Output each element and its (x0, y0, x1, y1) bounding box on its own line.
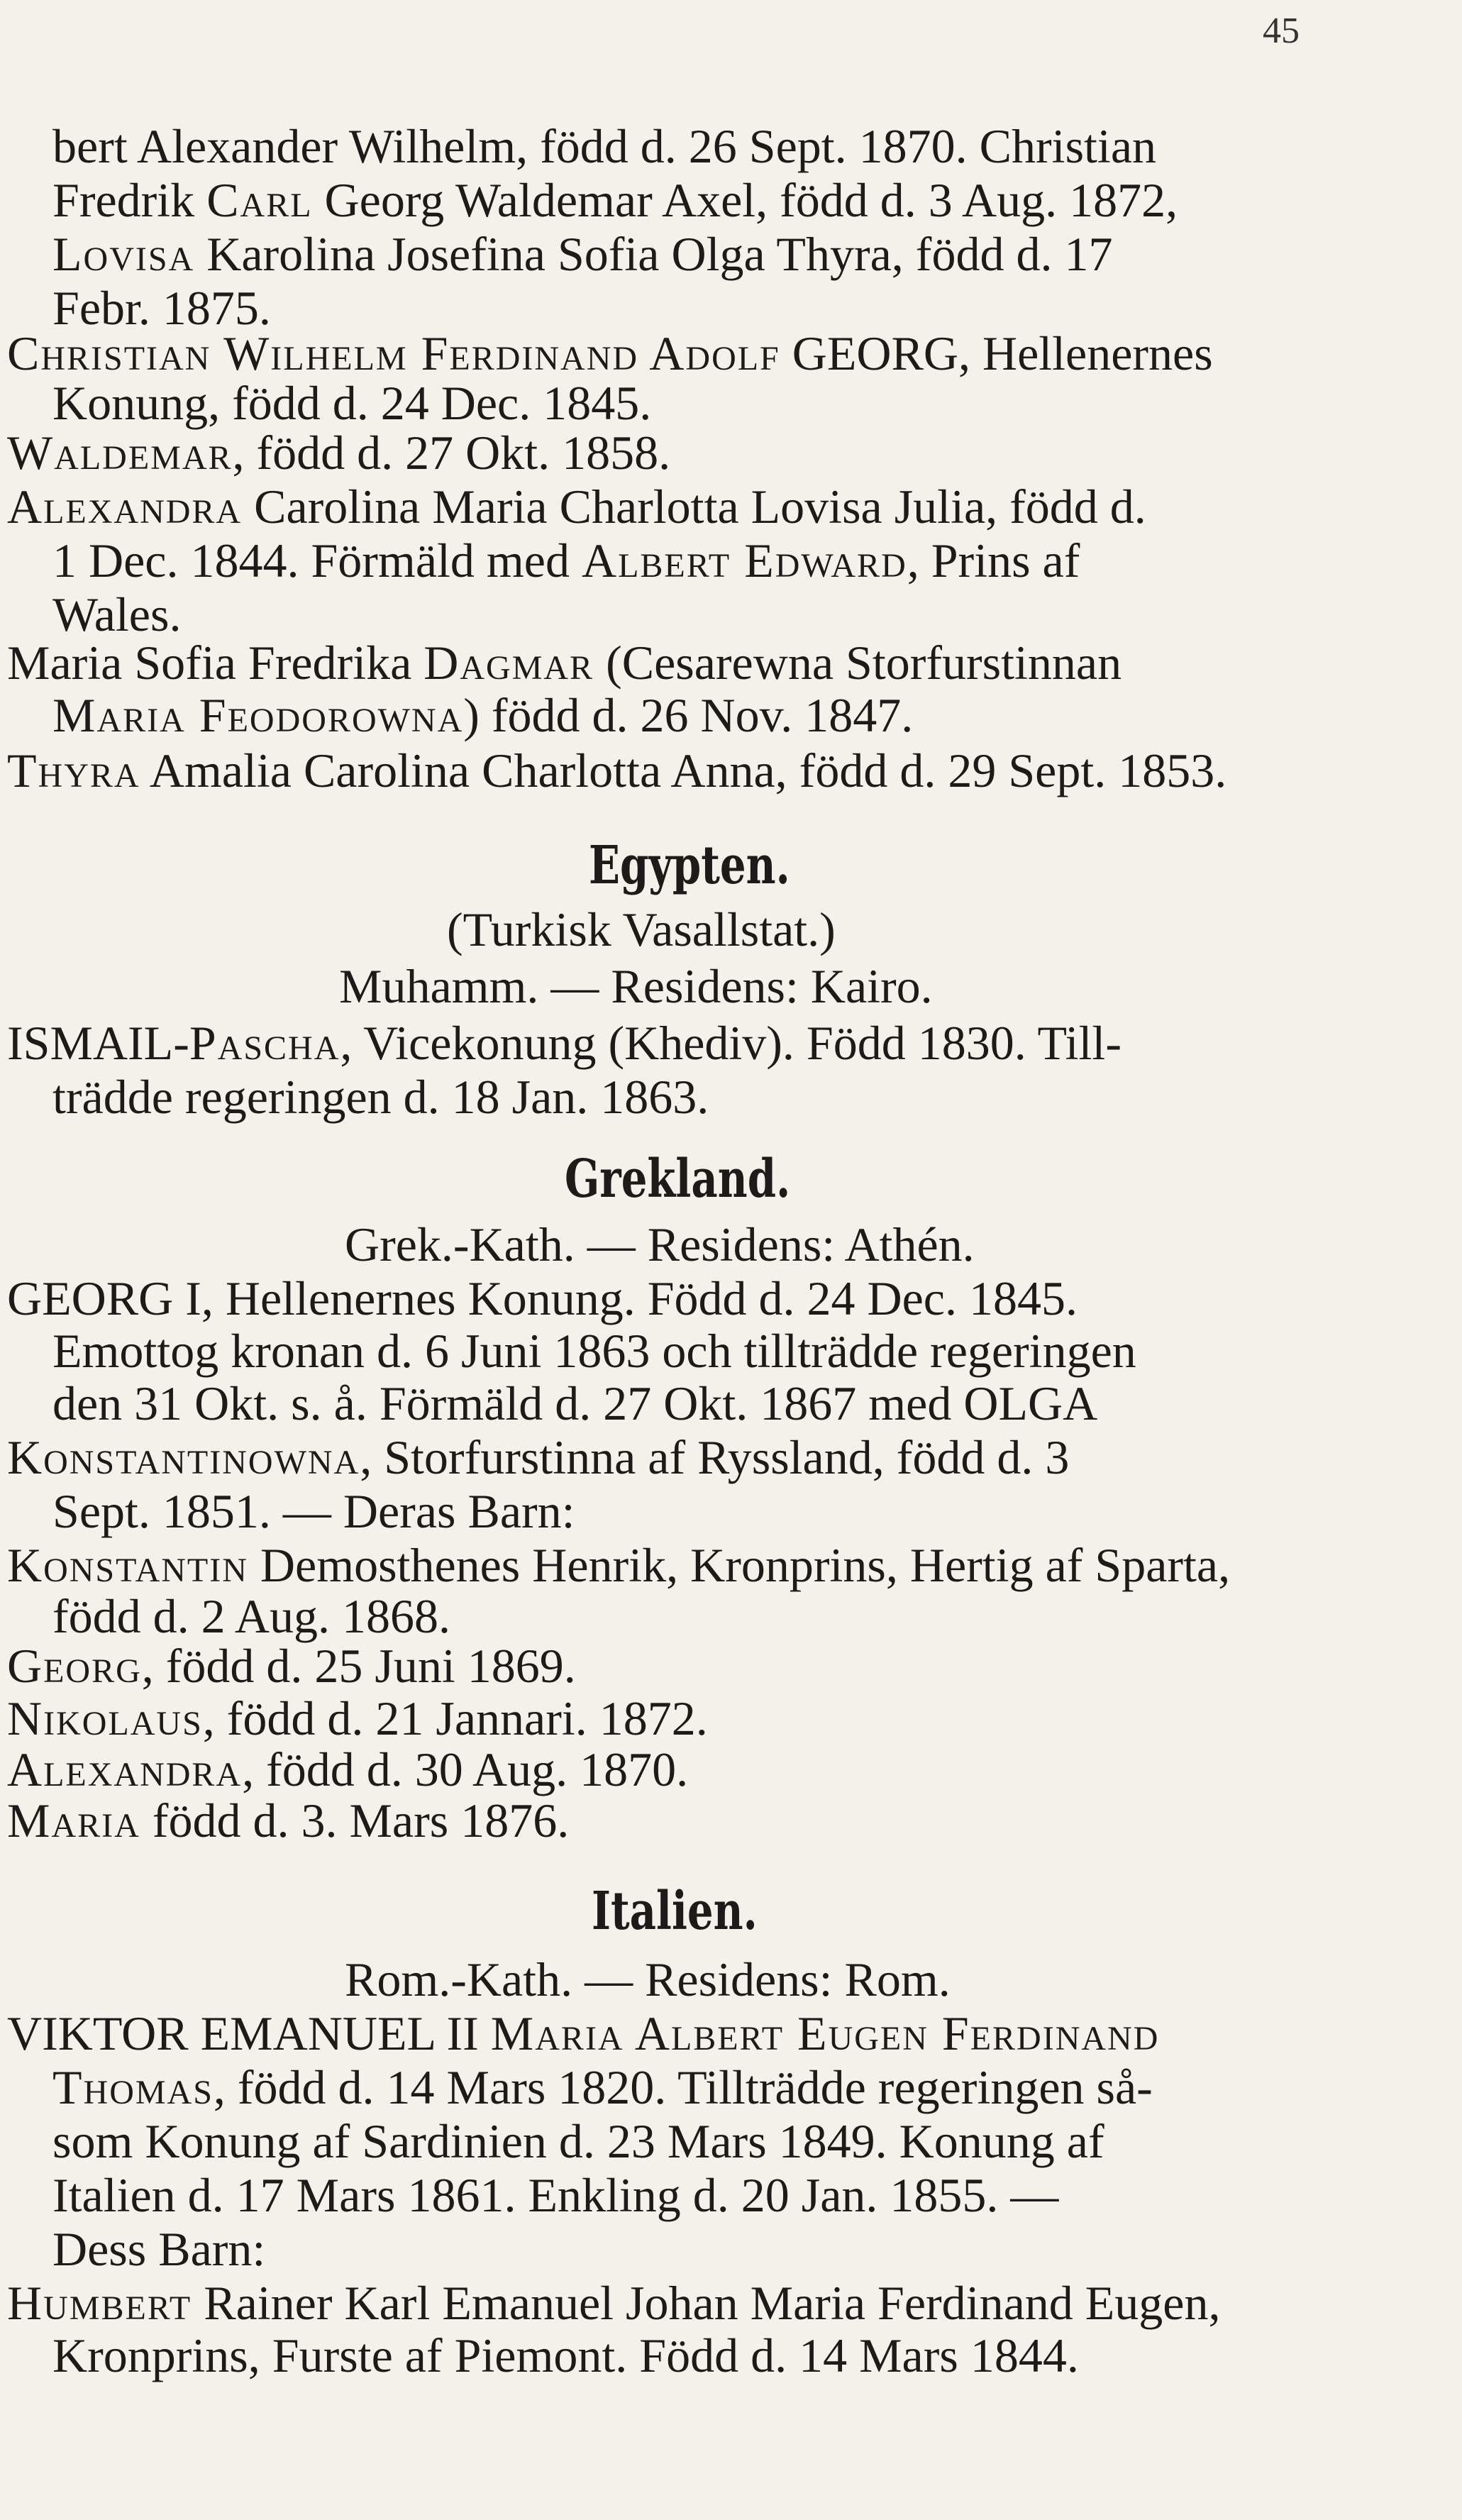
text-run: Maria Sofia Fredrika (7, 636, 424, 690)
text-line (7, 480, 1146, 534)
text-line (7, 426, 670, 480)
page-number: 45 (1263, 11, 1300, 51)
text-line (52, 1484, 575, 1538)
text-run: Emottog kronan d. 6 Juni 1863 och tillträdde regeringen (52, 1324, 1136, 1378)
text-line (7, 1538, 1230, 1592)
text-line (7, 1271, 1078, 1325)
text-run: , född d. 27 Okt. 1858. (232, 426, 671, 480)
text-line (7, 744, 1226, 797)
text-run: , Prins af (907, 534, 1080, 587)
text-line (52, 2114, 1104, 2168)
text-line (52, 119, 1156, 173)
religion-residence-line: Rom.-Kath. — Residens: Rom. (345, 1952, 951, 2006)
name-small-caps: Thyra (7, 744, 140, 797)
text-run: Wales. (52, 587, 182, 641)
text-run: GEORG, Hellenernes (780, 326, 1213, 380)
section-heading: Egypten. (589, 835, 790, 896)
text-run: (Cesarewna Storfurstinnan (594, 636, 1122, 690)
text-line (52, 2222, 265, 2276)
text-run: ISMAIL- (7, 1016, 189, 1070)
text-run: Georg Waldemar Axel, född d. 3 Aug. 1872, (312, 173, 1178, 227)
text-line (7, 636, 1122, 690)
text-run: Dess Barn: (52, 2222, 266, 2276)
text-line (52, 2168, 1058, 2222)
text-line (7, 2006, 1159, 2060)
text-run: , född d. 30 Aug. 1870. (242, 1742, 689, 1796)
name-small-caps: Maria Feodorowna (52, 688, 464, 742)
name-small-caps: Konstantinowna (7, 1430, 360, 1484)
name-small-caps: Nikolaus (7, 1691, 203, 1745)
text-line (52, 688, 913, 742)
text-line (52, 1589, 450, 1643)
text-line (7, 1430, 1069, 1484)
text-run: VIKTOR EMANUEL II (7, 2006, 491, 2060)
name-small-caps: Maria (7, 1794, 140, 1847)
text-line (7, 1016, 1122, 1070)
text-run: Amalia Carolina Charlotta Anna, född d. 29 Sept. 1853. (140, 744, 1227, 797)
name-small-caps: Alexandra (7, 1742, 243, 1796)
section-heading: Italien. (592, 1881, 758, 1942)
text-run: bert Alexander Wilhelm, född d. 26 Sept. 1870. Christian (52, 119, 1156, 173)
name-small-caps: Pascha (189, 1016, 340, 1070)
text-line (52, 173, 1178, 227)
text-run: , född d. 25 Juni 1869. (141, 1639, 576, 1693)
text-run: ) född d. 26 Nov. 1847. (463, 688, 914, 742)
text-run: , Vicekonung (Khediv). Född 1830. Till- (340, 1016, 1122, 1070)
text-line (52, 2328, 1079, 2382)
text-line (52, 587, 181, 641)
text-run: GEORG I, Hellenernes Konung. Född d. 24 Dec. 1845. (7, 1271, 1078, 1325)
text-line (52, 227, 1112, 281)
text-run: Karolina Josefina Sofia Olga Thyra, född d. 17 (194, 227, 1113, 281)
text-run: 1 Dec. 1844. Förmäld med (52, 534, 582, 587)
text-line (7, 326, 1213, 380)
name-small-caps: Carl (206, 173, 313, 227)
text-line (52, 1324, 1136, 1378)
text-run: den 31 Okt. s. å. Förmäld d. 27 Okt. 1867 med OLGA (52, 1376, 1098, 1430)
text-run: född d. 2 Aug. 1868. (52, 1589, 450, 1643)
text-run: Demosthenes Henrik, Kronprins, Hertig af Sparta, (248, 1538, 1231, 1592)
name-small-caps: Thomas (52, 2060, 214, 2114)
name-small-caps: Lovisa (52, 227, 195, 281)
text-run: , född d. 21 Jannari. 1872. (202, 1691, 708, 1745)
name-small-caps: Albert Edward (581, 534, 907, 587)
text-run: född d. 3. Mars 1876. (140, 1794, 570, 1847)
text-run: Fredrik (52, 173, 207, 227)
text-line (52, 2060, 1153, 2114)
text-line (52, 534, 1080, 587)
name-small-caps: Georg (7, 1639, 142, 1693)
text-line (52, 376, 651, 430)
text-run: som Konung af Sardinien d. 23 Mars 1849. Konung af (52, 2114, 1104, 2168)
name-small-caps: Dagmar (423, 636, 594, 690)
text-run: , Storfurstinna af Ryssland, född d. 3 (360, 1430, 1070, 1484)
text-line (52, 1376, 1097, 1430)
religion-residence-line: Grek.-Kath. — Residens: Athén. (345, 1217, 975, 1271)
name-small-caps: Alexandra (7, 480, 243, 534)
name-small-caps: Humbert (7, 2276, 192, 2330)
text-run: Rainer Karl Emanuel Johan Maria Ferdinand Eugen, (192, 2276, 1221, 2330)
text-line (52, 1070, 709, 1124)
text-line (7, 1691, 708, 1745)
section-heading: Grekland. (565, 1149, 791, 1210)
religion-residence-line: Muhamm. — Residens: Kairo. (339, 959, 933, 1013)
text-run: , född d. 14 Mars 1820. Tillträdde regeringen så- (213, 2060, 1153, 2114)
text-line (7, 1742, 688, 1796)
text-run: Sept. 1851. — Deras Barn: (52, 1484, 575, 1538)
text-line (7, 1639, 576, 1693)
name-small-caps: Waldemar (7, 426, 233, 480)
text-run: Carolina Maria Charlotta Lovisa Julia, född d. (242, 480, 1146, 534)
text-run: trädde regeringen d. 18 Jan. 1863. (52, 1070, 709, 1124)
section-subheading: (Turkisk Vasallstat.) (447, 902, 836, 956)
name-small-caps: Konstantin (7, 1538, 248, 1592)
text-run: Italien d. 17 Mars 1861. Enkling d. 20 Jan. 1855. — (52, 2168, 1059, 2222)
text-line (7, 2276, 1220, 2330)
text-run: Febr. 1875. (52, 281, 271, 335)
text-line (7, 1794, 569, 1847)
name-small-caps: Christian Wilhelm Ferdinand Adolf (7, 326, 780, 380)
text-run: Konung, född d. 24 Dec. 1845. (52, 376, 652, 430)
name-small-caps: Maria Albert Eugen Ferdinand (490, 2006, 1160, 2060)
text-run: Kronprins, Furste af Piemont. Född d. 14 Mars 1844. (52, 2328, 1079, 2382)
